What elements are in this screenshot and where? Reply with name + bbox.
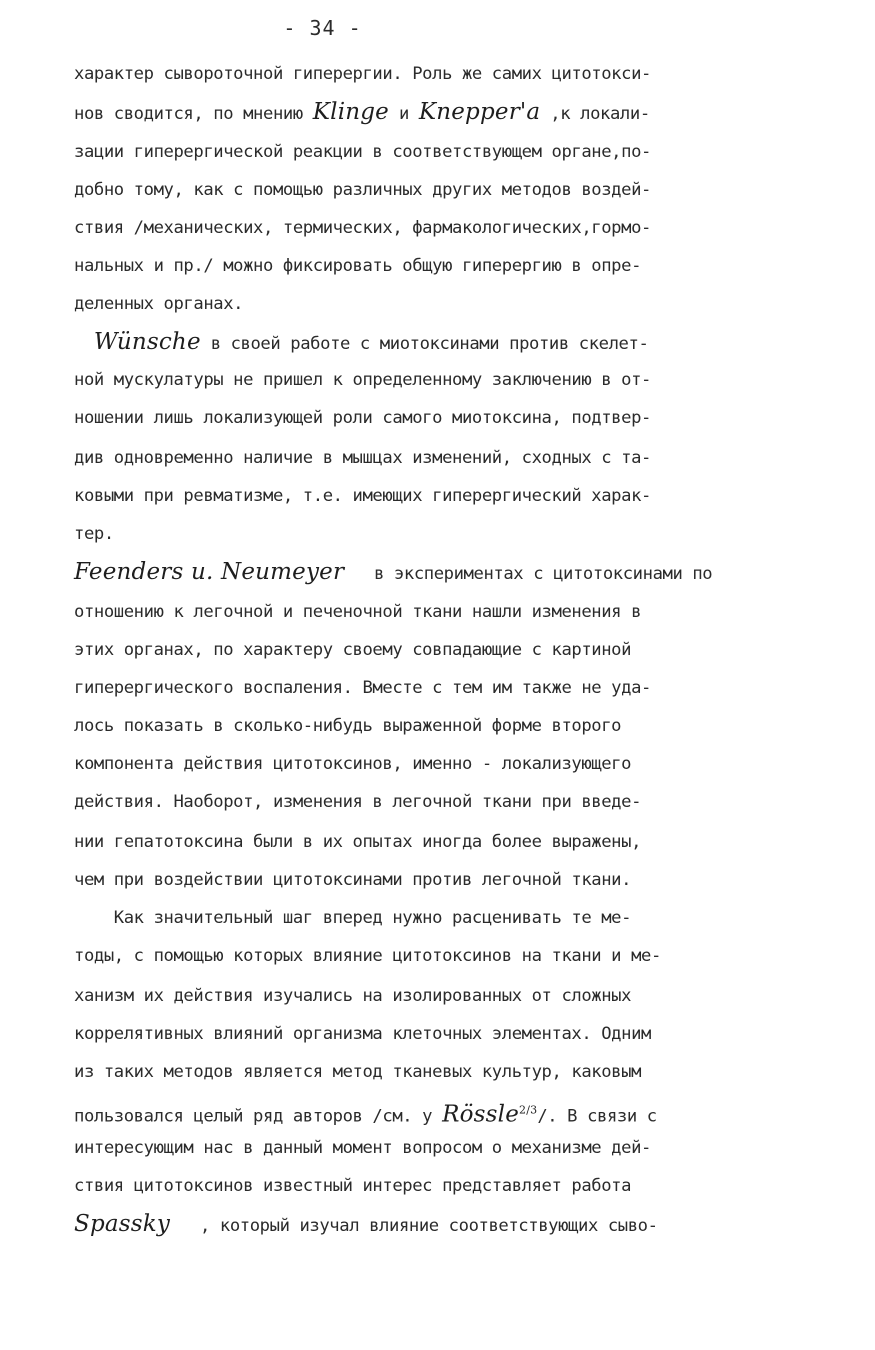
text-line [74, 790, 641, 814]
text-segment: лось показать в сколько-нибудь выраженной форме второго [74, 716, 622, 736]
text-line [74, 522, 114, 546]
text-segment: див одновременно наличие в мышцах изменений, сходных с та- [74, 448, 651, 468]
text-line [74, 600, 641, 624]
text-line [74, 62, 651, 86]
author-name: Rössle [442, 1101, 520, 1128]
text-line [74, 984, 631, 1008]
text-segment: компонента действия цитотоксинов, именно - локализующего [74, 754, 632, 774]
text-segment: из таких методов является метод тканевых культур, каковым [74, 1062, 642, 1082]
page-number: - 34 - [283, 16, 362, 40]
author-name: Wünsche [93, 329, 201, 355]
text-segment: интересующим нас в данный момент вопросом о механизме дей- [74, 1138, 651, 1158]
text-segment: ковыми при ревматизме, т.е. имеющих гиперергический харак- [74, 486, 651, 506]
text-line [74, 216, 651, 240]
text-line [74, 714, 621, 738]
text-line [74, 446, 651, 470]
text-line [74, 752, 631, 776]
text-line [74, 368, 651, 392]
text-segment: характер сывороточной гиперергии. Роль же самих цитотокси- [74, 64, 651, 84]
text-line [74, 1174, 631, 1198]
text-segment: тер. [74, 524, 114, 544]
text-segment: отношению к легочной и печеночной ткани нашли изменения в [74, 602, 642, 622]
text-line [74, 830, 641, 854]
text-line [74, 292, 243, 316]
text-line [74, 254, 641, 278]
text-segment: нии гепатотоксина были в их опытах иногда более выражены, [74, 832, 642, 852]
text-segment: ствия /механических, термических, фармакологических,гормо- [74, 218, 651, 238]
text-line [74, 484, 651, 508]
text-segment: тоды, с помощью которых влияние цитотоксинов на ткани и ме- [74, 946, 661, 966]
text-segment: /. В связи с [537, 1106, 657, 1127]
reference-mark [519, 1102, 537, 1128]
text-line [74, 944, 661, 968]
text-line [74, 1212, 658, 1238]
text-segment: зации гиперергической реакции в соответствующем органе,по- [74, 142, 651, 162]
text-segment: ,к локали- [540, 104, 650, 124]
text-segment: деленных органах. [74, 294, 244, 314]
text-segment: этих органах, по характеру своему совпадающие с картиной [74, 640, 632, 660]
text-line [74, 638, 631, 662]
text-segment: в своей работе с миотоксинами против скелет- [200, 334, 649, 354]
text-segment: ствия цитотоксинов известный интерес представляет работа [74, 1176, 632, 1196]
text-line [74, 676, 651, 700]
text-segment: , который изучал влияние соответствующих сыво- [170, 1216, 658, 1236]
text-line [74, 1136, 651, 1160]
text-segment: в экспериментах с цитотоксинами по [344, 564, 713, 584]
text-segment: и [389, 104, 419, 124]
text-segment: действия. Наоборот, изменения в легочной ткани при введе- [74, 792, 642, 812]
author-name: Knepper'a [418, 99, 541, 125]
text-line [74, 1060, 641, 1084]
text-line [74, 1022, 651, 1046]
text-segment: ношении лишь локализующей роли самого миотоксина, подтвер- [74, 408, 651, 428]
text-segment: добно тому, как с помощью различных других методов воздей- [74, 180, 651, 200]
text-segment [74, 334, 94, 354]
text-line [74, 406, 651, 430]
text-segment: Как значительный шаг вперед нужно расценивать те ме- [74, 908, 632, 928]
reference-superscript: 2/3 [519, 1103, 538, 1116]
author-name: Klinge [312, 99, 389, 125]
text-segment: ной мускулатуры не пришел к определенному заключению в от- [74, 370, 651, 390]
author-name: Spassky [74, 1211, 171, 1237]
text-segment: нов сводится, по мнению [74, 104, 313, 124]
text-segment: гиперергического воспаления. Вместе с тем им также не уда- [74, 678, 651, 698]
text-segment: чем при воздействии цитотоксинами против легочной ткани. [74, 870, 632, 890]
text-line [74, 906, 631, 930]
text-line [74, 560, 712, 586]
text-line [74, 178, 651, 202]
text-line [74, 140, 651, 164]
author-name: Feenders u. Neumeyer [74, 559, 345, 585]
text-line [74, 1098, 657, 1129]
text-segment: ханизм их действия изучались на изолированных от сложных [74, 986, 632, 1006]
text-line [74, 868, 631, 892]
text-line [74, 330, 648, 356]
text-segment: коррелятивных влияний организма клеточных элементах. Одним [74, 1024, 651, 1044]
text-segment: нальных и пр./ можно фиксировать общую гиперергию в опре- [74, 256, 642, 276]
text-segment: пользовался целый ряд авторов /см. у [74, 1106, 443, 1127]
text-line [74, 100, 650, 126]
